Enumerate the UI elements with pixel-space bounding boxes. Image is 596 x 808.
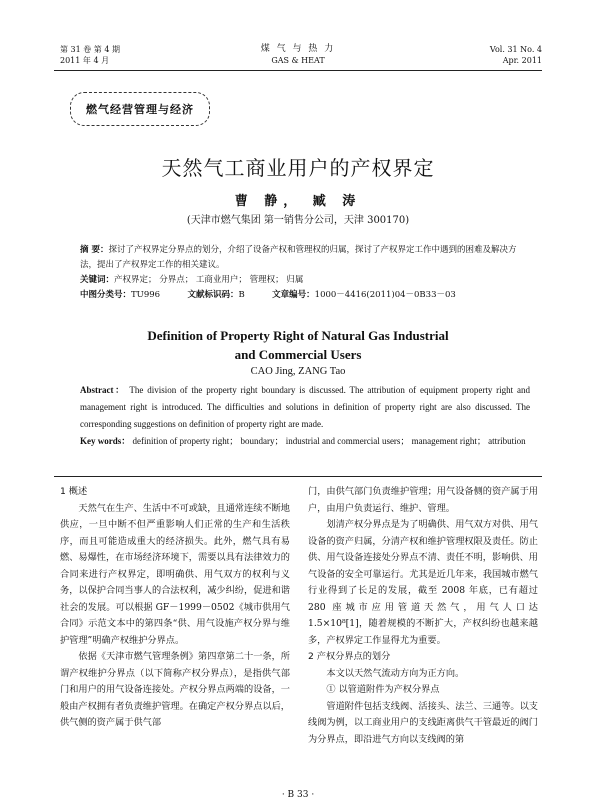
title-en-line2: and Commercial Users <box>234 347 362 362</box>
issue-date: 2011 年 4 月 <box>60 56 110 65</box>
title-en-line1: Definition of Property Right of Natural Gas Industrial <box>147 328 449 343</box>
body-column-left <box>60 484 290 732</box>
page-number: · B 33 · <box>281 790 315 800</box>
keywords-cn <box>80 273 530 288</box>
abstract-en-label: Abstract： <box>80 385 126 395</box>
running-header-right <box>490 44 542 66</box>
journal-name-cn: 煤 气 与 热 力 <box>260 44 336 54</box>
keywords-en-text: definition of property right； boundary； industrial and commercial users； management right； attribution <box>132 436 526 446</box>
subsection-heading: ① 以管道附件为产权分界点 <box>326 684 440 695</box>
volume-issue: 第 31 卷 第 4 期 <box>60 45 120 54</box>
body-paragraph: 管道附件包括支线阀、活接头、法兰、三通等。以支线阀为例，以工商业用户的支线距离供气干管最近的阀门为分界点，即沿进气方向以支线阀的第 <box>308 700 538 745</box>
issue-date-en: Apr. 2011 <box>502 56 542 65</box>
section-heading-1: 1 概述 <box>60 486 88 497</box>
body-paragraph: 本文以天然气流动方向为正方向。 <box>326 667 465 679</box>
journal-name-en: GAS & HEAT <box>271 56 325 65</box>
article-title-cn: 天然气工商业用户的产权界定 <box>161 156 435 180</box>
authors-cn: 曹 静， 臧 涛 <box>234 194 362 209</box>
abstract-cn-text: 探讨了产权界定分界点的划分，介绍了设备产权和管理权的归属，探讨了产权界定工作中遇到的困难及解决方法，提出了产权界定工作的相关建议。 <box>80 245 517 270</box>
section-heading-2: 2 产权分界点的划分 <box>308 651 391 662</box>
section-label <box>70 92 210 126</box>
article-number-label: 文章编号： <box>272 290 315 300</box>
clc-value: TU996 <box>131 290 161 300</box>
body-paragraph: 门，由供气部门负责维护管理；用气设备侧的资产属于用户，由用户负责运行、维护、管理。 <box>308 486 538 514</box>
article-title-en <box>0 326 596 364</box>
affiliation-cn: (天津市燃气集团 第一销售分公司，天津 300170) <box>186 215 410 226</box>
keywords-en <box>80 433 530 450</box>
abstract-cn <box>80 243 530 303</box>
keywords-cn-text: 产权界定； 分界点； 工商业用户； 管理权； 归属 <box>114 275 304 285</box>
clc-label: 中图分类号： <box>80 290 132 300</box>
body-paragraph: 依据《天津市燃气管理条例》第四章第二十一条，所谓产权维护分界点（以下简称产权分界点），是指供气部门和用户的用气设备连接处。产权分界点两端的设备，一般由产权拥有者负责维护管理。在确定产权分界点以后，供气侧的资产属于供气部 <box>60 651 290 728</box>
abstract-en-text: The division of the property right boundary is discussed. The attribution of equipment property right and management right is introduced. The difficulties and solutions in definition of property right are also discussed. The corresponding suggestions on definition of property right are made. <box>80 385 531 429</box>
abstract-rule <box>54 476 542 477</box>
section-label-text: 燃气经营管理与经济 <box>86 103 194 116</box>
keywords-en-label: Key words： <box>80 436 131 446</box>
doc-code-value: B <box>238 290 245 300</box>
keywords-cn-label: 关键词： <box>80 275 115 285</box>
abstract-en <box>80 382 530 450</box>
body-paragraph: 天然气在生产、生活中不可或缺，且通常连续不断地供应，一旦中断不但严重影响人们正常的生产和生活秩序，而且可能造成重大的经济损失。此外，燃气具有易燃、易爆性，在市场经济环境下，需要以具有法律效力的合同来进行产权界定，即明确供、用气双方的权利与义务，以保护合同当事人的合法权利，减少纠纷，促进和谐社会的发展。可以根据 GF－1999－0502《城市供用气合同》示范文本中的第四条“供、用气设施产权分界与维护管理”明确产权维护分界点。 <box>60 502 290 646</box>
abstract-cn-paragraph <box>80 243 530 273</box>
classification-line <box>80 288 530 303</box>
article-number-value: 1000－4416(2011)04－0B33－03 <box>314 290 456 300</box>
body-paragraph: 划清产权分界点是为了明确供、用气双方对供、用气设备的资产归属，分清产权和维护管理权限及责任。防止供、用气设备连接处分界点不清、责任不明，影响供、用气设备的安全可靠运行。尤其是近几年来，我国城市燃气行业得到了长足的发展，截至 2008 年底，已有超过 280 座城市应用管道天然气，用气人口达 1.5×10⁸[1]，随着规模的不断扩大，产权纠纷也越来越多，产权界定工作显得尤为重要。 <box>308 519 538 646</box>
abstract-en-paragraph <box>80 382 530 433</box>
body-column-right <box>308 484 538 748</box>
abstract-cn-label: 摘 要： <box>80 245 109 255</box>
volume-issue-en: Vol. 31 No. 4 <box>489 45 542 54</box>
authors-en: CAO Jing, ZANG Tao <box>250 366 346 377</box>
doc-code-label: 文献标识码： <box>187 290 239 300</box>
header-rule <box>54 70 542 71</box>
